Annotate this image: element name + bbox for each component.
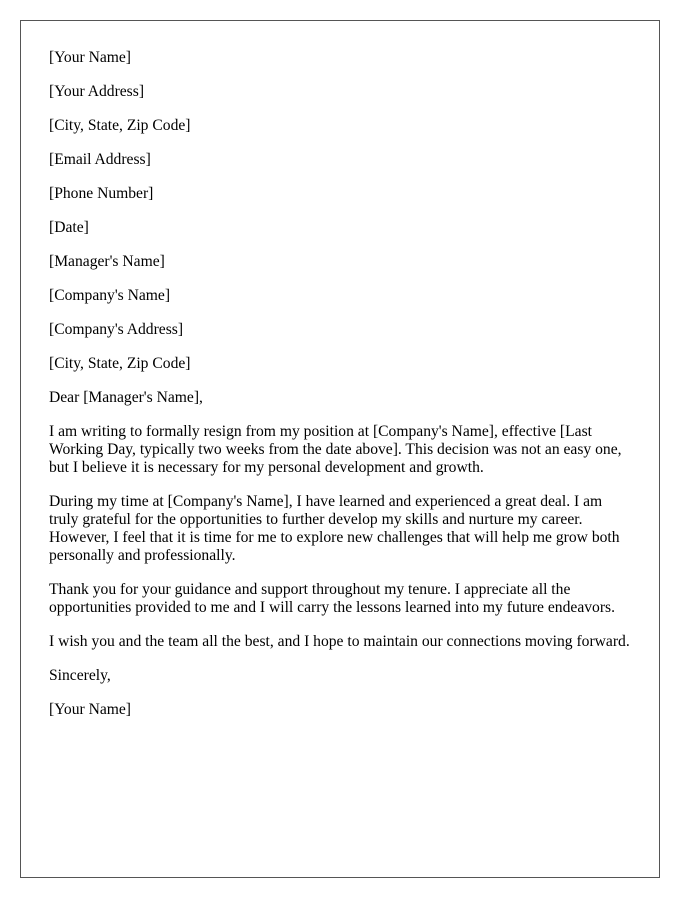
closing: Sincerely, <box>49 667 111 684</box>
sender-address: [Your Address] <box>49 83 145 100</box>
letter-date: [Date] <box>49 219 89 236</box>
recipient-city-state-zip: [City, State, Zip Code] <box>49 355 191 372</box>
sender-phone: [Phone Number] <box>49 185 154 202</box>
body-paragraph-3: Thank you for your guidance and support throughout my tenure. I appreciate all the opportunities provided to me and I will carry the lessons learned into my future endeavors. <box>49 581 615 616</box>
body-paragraph-2: During my time at [Company's Name], I have learned and experienced a great deal. I am truly grateful for the opportunities to further develop my skills and nurture my career. However, I feel that it is time for me to explore new challenges that will help me grow both personally and professionally. <box>49 493 620 564</box>
sender-city-state-zip: [City, State, Zip Code] <box>49 117 191 134</box>
salutation: Dear [Manager's Name], <box>49 389 203 406</box>
sender-email: [Email Address] <box>49 151 151 168</box>
resignation-letter <box>20 20 660 878</box>
body-paragraph-4: I wish you and the team all the best, and I hope to maintain our connections moving forward. <box>49 633 630 650</box>
recipient-manager-name: [Manager's Name] <box>49 253 165 270</box>
recipient-company-address: [Company's Address] <box>49 321 184 338</box>
signature-name: [Your Name] <box>49 701 132 718</box>
recipient-company-name: [Company's Name] <box>49 287 171 304</box>
sender-name: [Your Name] <box>49 49 132 66</box>
body-paragraph-1: I am writing to formally resign from my position at [Company's Name], effective [Last Working Day, typically two weeks from the date above]. This decision was not an easy one, but I believe it is necessary for my personal development and growth. <box>49 423 622 476</box>
